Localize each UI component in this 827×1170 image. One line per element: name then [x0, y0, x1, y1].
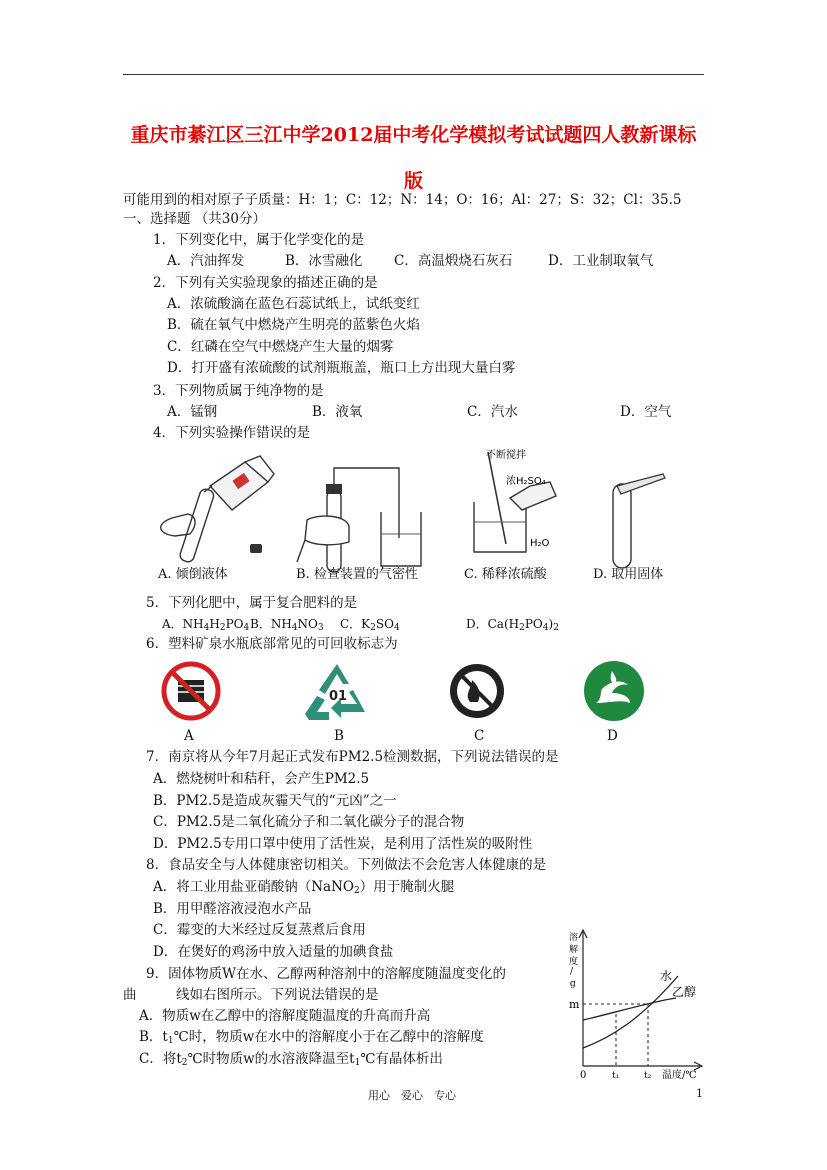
q5-option-c: C．$K_2SO_4$	[340, 617, 400, 633]
solubility-graph	[560, 924, 710, 1084]
q3-option-a: A．锰钢	[167, 404, 218, 420]
y-label-3: 度	[569, 957, 579, 967]
q2-option-d: D．打开盛有浓硫酸的试剂瓶瓶盖，瓶口上方出现大量白雾	[167, 360, 516, 376]
q3-option-b: B．液氧	[312, 404, 363, 420]
q9-option-c: C．将$t_2℃$时物质w的水溶液降温至$t_1℃$有晶体析出	[139, 1051, 443, 1068]
m-label: m	[569, 998, 580, 1011]
q6-stem: 6．塑料矿泉水瓶底部常见的可回收标志为	[146, 636, 398, 652]
q1-option-c: C．高温煅烧石灰石	[394, 253, 513, 269]
water-label: 水	[660, 969, 673, 983]
recycle-symbol-icon	[303, 660, 371, 722]
q3-option-d: D．空气	[620, 404, 672, 420]
figure-taking-solid	[605, 470, 675, 570]
q7-stem: 7．南京将从今年7月起正式发布PM2.5检测数据，下列说法错误的是	[146, 749, 559, 765]
footer-slogan: 用心 爱心 专心	[368, 1089, 456, 1102]
q1-option-a: A．汽油挥发	[167, 253, 245, 269]
q9-option-b: B．$t_1℃$时，物质w在水中的溶解度小于在乙醇中的溶解度	[139, 1029, 484, 1046]
q2-stem: 2．下列有关实验现象的描述正确的是	[153, 275, 378, 291]
q2-option-c: C．红磷在空气中燃烧产生大量的烟雾	[167, 339, 394, 355]
label-acid: 浓H₂SO₄	[506, 476, 546, 487]
page-title: 重庆市綦江区三江中学2012届中考化学模拟考试试题四人教新课标 版	[130, 124, 697, 192]
page-number: 1	[696, 1087, 703, 1100]
q1-stem: 1．下列变化中，属于化学变化的是	[153, 232, 365, 248]
q6-label-c: C	[474, 728, 485, 744]
recycle-code: 01	[329, 689, 348, 704]
q6-label-d: D	[607, 728, 618, 744]
q7-option-d: D．PM2.5专用口罩中使用了活性炭，是利用了活性炭的吸附性	[153, 836, 533, 852]
q5-option-a: A．$NH_4H_2PO_4$	[162, 617, 250, 633]
atomic-masses: 可能用到的相对原子子质量：H：1；C：12；N：14；O：16；Al：27；S：32；Cl：35.5	[123, 192, 682, 208]
t2-label: t₂	[644, 1071, 652, 1081]
ethanol-label: 乙醇	[672, 985, 697, 999]
q2-option-a: A．浓硫酸滴在蓝色石蕊试纸上，试纸变红	[167, 296, 420, 312]
q6-label-b: B	[334, 728, 344, 744]
y-label-2: 解	[569, 945, 579, 955]
q4-caption-c: C. 稀释浓硫酸	[464, 567, 547, 582]
q4-caption-d: D. 取用固体	[593, 567, 664, 582]
no-burning-sign-icon	[160, 660, 222, 722]
y-label-1: 溶	[569, 933, 579, 943]
q5-stem: 5．下列化肥中，属于复合肥料的是	[146, 595, 358, 611]
q1-option-b: B．冰雪融化	[285, 253, 363, 269]
q5-option-d: D．$Ca(H_2PO_4)_2$	[466, 617, 559, 633]
q7-option-b: B．PM2.5是造成灰霾天气的“元凶”之一	[153, 793, 397, 809]
q4-caption-a: A. 倾倒液体	[158, 567, 228, 582]
t1-label: t₁	[612, 1071, 620, 1081]
no-fire-sign-icon	[448, 662, 506, 720]
header-rule	[123, 74, 704, 75]
q7-option-a: A．燃烧树叶和秸秆，会产生PM2.5	[153, 771, 370, 787]
q4-caption-b: B. 检查装置的气密性	[296, 567, 418, 582]
q8-option-b: B．用甲醛溶液浸泡水产品	[153, 901, 312, 917]
label-water: H₂O	[530, 538, 550, 549]
q6-label-a: A	[184, 728, 194, 744]
q9-stem-line2-b: 线如右图所示。下列说法错误的是	[176, 987, 379, 1003]
q9-stem-line1: 9．固体物质W在水、乙醇两种溶剂中的溶解度随温度变化的	[146, 966, 506, 982]
q4-stem: 4．下列实验操作错误的是	[153, 425, 311, 441]
q5-option-b: B．$NH_4NO_3$	[250, 617, 324, 633]
q9-option-a: A．物质w在乙醇中的溶解度随温度的升高而升高	[139, 1008, 431, 1024]
label-stir: 不断搅拌	[486, 450, 526, 461]
origin-label: 0	[580, 1070, 587, 1081]
figure-diluting-acid	[460, 448, 580, 563]
ethanol-curve	[583, 998, 676, 1020]
y-label-5: g	[570, 979, 576, 989]
q8-option-a: A．将工业用盐亚硝酸钠（NaNO$_2$）用于腌制火腿	[153, 879, 455, 896]
q8-option-d: D．在煲好的鸡汤中放入适量的加碘食盐	[153, 944, 394, 960]
y-label-4: /	[570, 967, 574, 977]
section-heading: 一、选择题 （共30分）	[123, 211, 266, 227]
x-axis-label: 温度/℃	[662, 1070, 697, 1081]
q7-option-c: C．PM2.5是二氧化硫分子和二氧化碳分子的混合物	[153, 814, 465, 830]
q2-option-b: B．硫在氧气中燃烧产生明亮的蓝紫色火焰	[167, 317, 420, 333]
q8-option-c: C．霉变的大米经过反复蒸煮后食用	[153, 922, 366, 938]
green-environment-sign-icon	[582, 659, 646, 723]
q3-stem: 3．下列物质属于纯净物的是	[153, 383, 324, 399]
q9-stem-line2-a: 曲	[123, 987, 137, 1003]
q3-option-c: C．汽水	[467, 404, 518, 420]
q1-option-d: D．工业制取氧气	[548, 253, 654, 269]
q8-stem: 8．食品安全与人体健康密切相关。下列做法不会危害人体健康的是	[146, 857, 547, 873]
water-curve	[583, 976, 678, 1048]
